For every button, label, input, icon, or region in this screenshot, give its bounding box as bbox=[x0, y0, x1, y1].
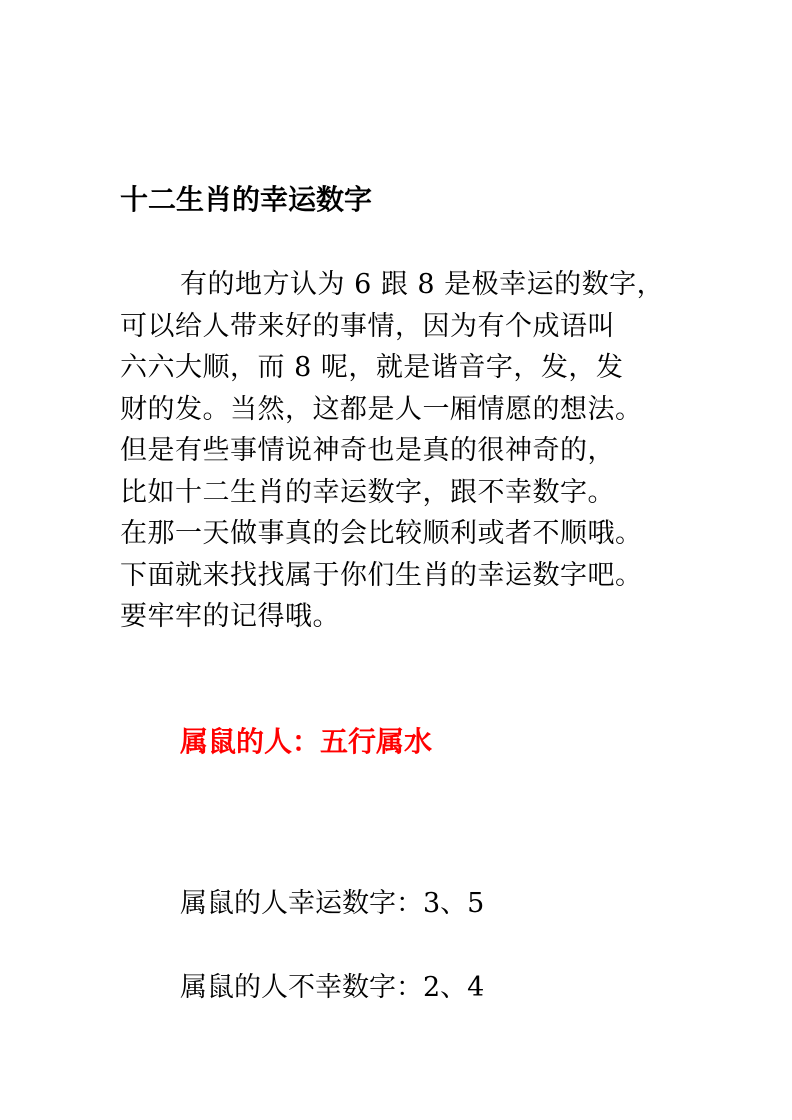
paragraph-line: 在那一天做事真的会比较顺利或者不顺哦。 bbox=[120, 518, 643, 549]
paragraph-line: 要牢牢的记得哦。 bbox=[120, 601, 340, 632]
unlucky-numbers-line: 属鼠的人不幸数字：2、4 bbox=[180, 972, 485, 1003]
intro-paragraph bbox=[120, 264, 680, 638]
document-title: 十二生肖的幸运数字 bbox=[120, 183, 373, 216]
paragraph-line: 有的地方认为 6 跟 8 是极幸运的数字， bbox=[180, 269, 665, 300]
section-heading-rat: 属鼠的人：五行属水 bbox=[180, 725, 433, 758]
paragraph-line: 下面就来找找属于你们生肖的幸运数字吧。 bbox=[120, 559, 643, 591]
paragraph-line: 可以给人带来好的事情，因为有个成语叫 bbox=[120, 310, 615, 342]
paragraph-line: 六六大顺，而 8 呢，就是谐音字，发，发 bbox=[120, 352, 624, 383]
lucky-numbers-line: 属鼠的人幸运数字：3、5 bbox=[180, 888, 485, 919]
paragraph-line: 财的发。当然，这都是人一厢情愿的想法。 bbox=[120, 393, 643, 425]
paragraph-line: 比如十二生肖的幸运数字，跟不幸数字。 bbox=[120, 476, 615, 508]
paragraph-line: 但是有些事情说神奇也是真的很神奇的， bbox=[120, 435, 615, 466]
